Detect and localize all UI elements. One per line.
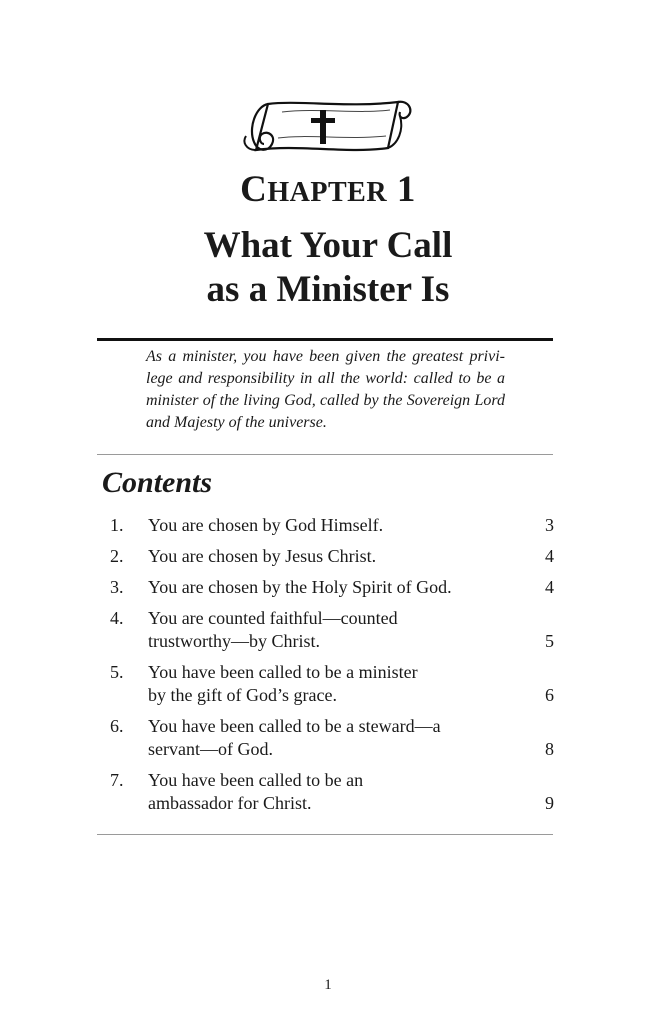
toc-entry-title xyxy=(148,514,524,537)
toc-entry-number: 2. xyxy=(110,546,124,566)
toc-entry-number: 6. xyxy=(110,716,124,736)
intro-paragraph: As a minister, you have been given the greatest privi-lege and responsibility in all the world: called to be a minister of the living God, called by the Sovereign Lord and Majesty of the universe. xyxy=(146,348,505,431)
toc-entry-page: 6 xyxy=(545,685,554,705)
toc-entry-line: You have been called to be a minister xyxy=(148,662,418,682)
toc-entry[interactable] xyxy=(110,576,554,599)
toc-entry-line: You are chosen by Jesus Christ. xyxy=(148,546,377,566)
chapter-label xyxy=(0,168,656,211)
toc-entry-title xyxy=(148,715,524,761)
toc-entry-line: trustworthy—by Christ. xyxy=(148,631,321,651)
toc-entry-line: ambassador for Christ. xyxy=(148,793,312,813)
toc-entry-number: 7. xyxy=(110,770,124,790)
toc-entry-line: by the gift of God’s grace. xyxy=(148,685,337,705)
toc-entry-line: You are counted faithful—counted xyxy=(148,608,398,628)
toc-entry-title xyxy=(148,607,524,653)
toc-entry-line: You are chosen by God Himself. xyxy=(148,515,384,535)
chapter-label-rest: HAPTER xyxy=(267,177,388,208)
chapter-title-line: as a Minister Is xyxy=(206,269,450,310)
toc-entry-page: 4 xyxy=(545,546,554,566)
toc-entry-number: 3. xyxy=(110,577,124,597)
toc-entry-number: 1. xyxy=(110,515,124,535)
toc-entry-title xyxy=(148,545,524,568)
toc-entry-line: servant—of God. xyxy=(148,739,273,759)
scroll-cross-icon xyxy=(238,98,414,158)
toc-entry-line: You are chosen by the Holy Spirit of God. xyxy=(148,577,452,597)
toc-entry-title xyxy=(148,661,524,707)
table-of-contents xyxy=(110,514,554,823)
contents-heading: Contents xyxy=(102,466,213,499)
toc-entry-number: 5. xyxy=(110,662,124,682)
chapter-title-line: What Your Call xyxy=(203,225,453,266)
toc-entry-title xyxy=(148,576,524,599)
toc-entry[interactable] xyxy=(110,607,554,653)
toc-entry-title xyxy=(148,769,524,815)
toc-entry-page: 8 xyxy=(545,739,554,759)
toc-entry[interactable] xyxy=(110,769,554,815)
intro-divider xyxy=(97,454,553,455)
toc-entry-page: 9 xyxy=(545,793,554,813)
chapter-label-initial: C xyxy=(240,169,268,210)
toc-entry-line: You have been called to be a steward—a xyxy=(148,716,441,736)
chapter-title xyxy=(0,224,656,312)
page-number: 1 xyxy=(324,977,332,993)
toc-entry-page: 3 xyxy=(545,515,554,535)
toc-entry[interactable] xyxy=(110,715,554,761)
title-divider xyxy=(97,338,553,341)
toc-entry[interactable] xyxy=(110,545,554,568)
contents-divider xyxy=(97,834,553,835)
toc-entry-number: 4. xyxy=(110,608,124,628)
toc-entry[interactable] xyxy=(110,661,554,707)
toc-entry-page: 4 xyxy=(545,577,554,597)
toc-entry[interactable] xyxy=(110,514,554,537)
chapter-number: 1 xyxy=(396,169,416,210)
toc-entry-page: 5 xyxy=(545,631,554,651)
toc-entry-line: You have been called to be an xyxy=(148,770,364,790)
